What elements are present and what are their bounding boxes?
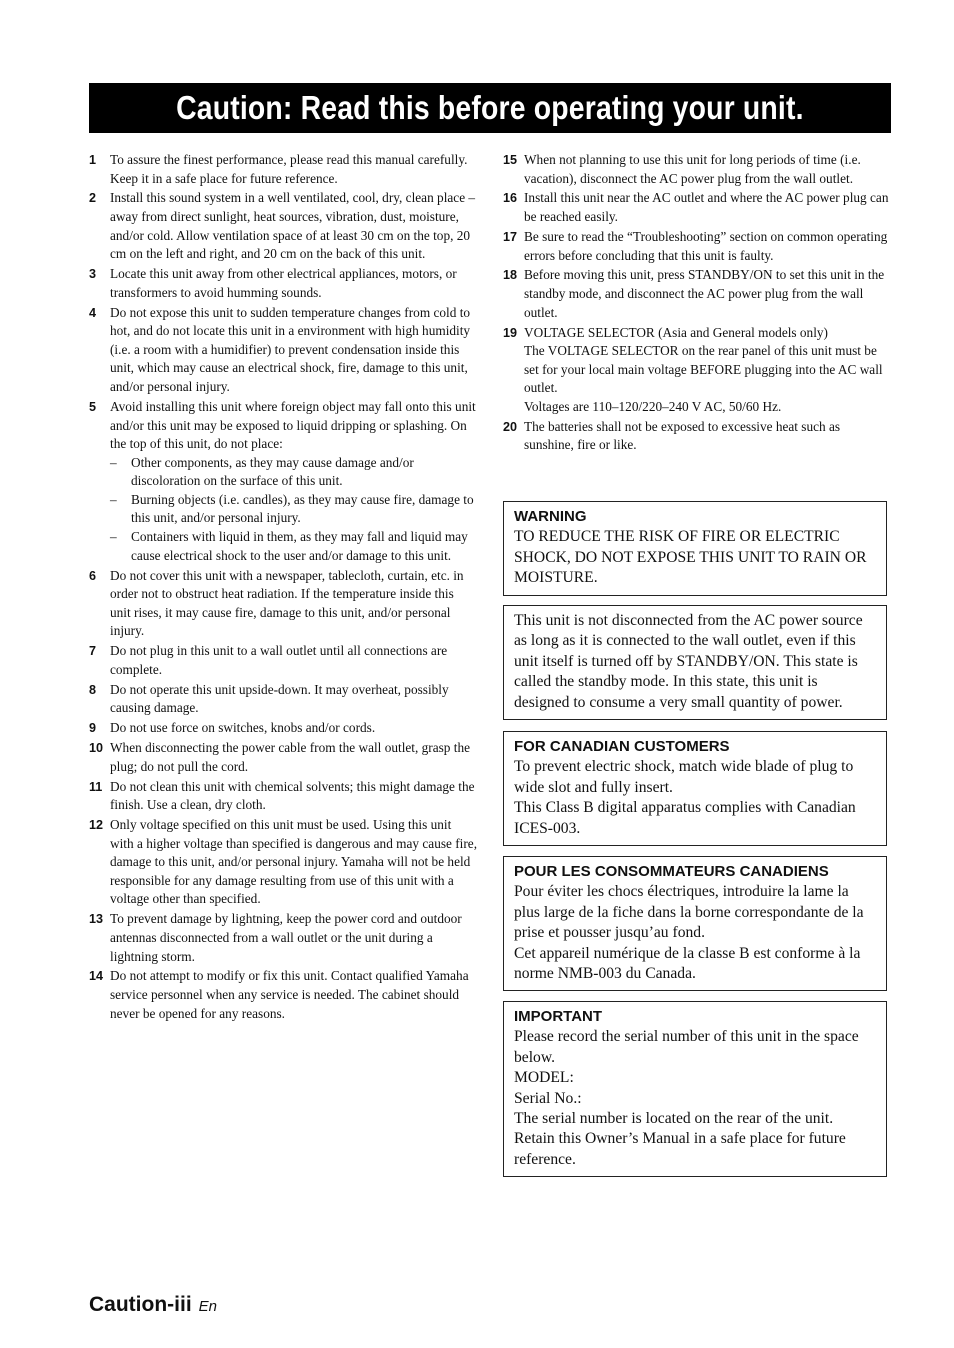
list-item: 7 Do not plug in this unit to a wall outlet until all connections are complete. (89, 643, 448, 677)
list-item: 3 Locate this unit away from other electrical appliances, motors, or transformers to avoid humming sounds. (89, 266, 457, 300)
list-item: 18 Before moving this unit, press STANDBY/ON to set this unit in the standby mode, and disconnect the AC power plug from the wall outlet. (503, 267, 885, 320)
page-title: Caution: Read this before operating your unit. (176, 89, 804, 126)
list-item: 20 The batteries shall not be exposed to excessive heat such as sunshine, fire or like. (503, 418, 841, 453)
canadian-heading: FOR CANADIAN CUSTOMERS (514, 738, 730, 755)
list-item: 16 Install this unit near the AC outlet and where the AC power plug can be reached easily. (503, 190, 889, 225)
consommateurs-canadiens-box (503, 856, 887, 991)
list-item: 10 When disconnecting the power cable from the wall outlet, grasp the plug; do not pull the cord. (89, 740, 471, 774)
canadian-customers-box (503, 731, 887, 846)
list-item: 12 Only voltage specified on this unit must be used. Using this unit with a higher voltage than specified is dangerous and may cause fire, damage to this unit, and/or personal injury. Yamaha will not be held responsible for any damage resulting from use of this unit with a voltage other than specified. (89, 817, 478, 907)
list-item: 15 When not planning to use this unit for long periods of time (i.e. vacation), disconnect the AC power plug from the wall outlet. (503, 152, 861, 186)
canadiens-text: Pour éviter les chocs électriques, introduire la lame la plus large de la fiche dans la borne correspondante de la prise et pousser jusqu’au fond. (514, 883, 864, 942)
page-footer (89, 1293, 217, 1317)
important-text: The serial number is located on the rear of the unit. Retain this Owner’s Manual in a safe place for future reference. (514, 1110, 846, 1168)
list-item: 9 Do not use force on switches, knobs and/or cords. (89, 720, 376, 736)
list-item: 13 To prevent damage by lightning, keep the power cord and outdoor antennas disconnected from a wall outlet or the unit during a lightning storm. (89, 911, 462, 964)
list-item: 8 Do not operate this unit upside-down. It may overheat, possibly causing damage. (89, 681, 449, 716)
standby-notice-box (503, 605, 887, 720)
list-item: 2 Install this sound system in a well ventilated, cool, dry, clean place – away from direct sunlight, heat sources, vibration, dust, moisture, and/or cold. Allow ventilation space of at least 30 cm on the top, 20 cm on the left and right, and 20 cm on the back of this unit. (89, 190, 476, 262)
list-item: 1 To assure the finest performance, please read this manual carefully. Keep it in a safe place for future reference. (89, 152, 468, 186)
list-item: 17 Be sure to read the “Troubleshooting” section on common operating errors before concluding that this unit is faulty. (503, 228, 888, 263)
important-text: Please record the serial number of this unit in the space below. (514, 1028, 859, 1066)
left-column (89, 151, 477, 1024)
canadiens-heading: POUR LES CONSOMMATEURS CANADIENS (514, 863, 829, 880)
important-heading: IMPORTANT (514, 1008, 603, 1025)
right-column (503, 151, 889, 456)
important-box (503, 1001, 887, 1177)
standby-text: This unit is not disconnected from the AC power source as long as it is connected to the wall outlet, even if this unit itself is turned off by STANDBY/ON. This state is called the standby mode. In this state, this unit is designed to consume a very small quantity of power. (514, 612, 863, 711)
warning-box (503, 501, 887, 596)
list-item: 6 Do not cover this unit with a newspaper, tablecloth, curtain, etc. in order not to obstruct heat radiation. If the temperature inside this unit rises, it may cause fire, damage to this unit, and/or personal injury. (89, 567, 464, 639)
sub-item: – Other components, as they may cause damage and/or discoloration on the surface of this unit. (110, 454, 414, 489)
language-code: En (198, 1298, 218, 1315)
list-item: 14 Do not attempt to modify or fix this unit. Contact qualified Yamaha service personnel when any service is needed. The cabinet should never be opened for any reasons. (89, 968, 469, 1021)
list-item: 11 Do not clean this unit with chemical solvents; this might damage the finish. Use a clean, dry cloth. (89, 778, 475, 813)
canadiens-text: Cet appareil numérique de la classe B est conforme à la norme NMB-003 du Canada. (514, 944, 861, 983)
warning-heading: WARNING (514, 508, 587, 525)
model-label: MODEL: (514, 1069, 574, 1087)
warning-text: TO REDUCE THE RISK OF FIRE OR ELECTRIC SHOCK, DO NOT EXPOSE THIS UNIT TO RAIN OR MOISTURE. (514, 528, 867, 587)
list-item: 19 VOLTAGE SELECTOR (Asia and General models only) The VOLTAGE SELECTOR on the rear panel of this unit must be set for your local main voltage BEFORE plugging into the AC wall outlet. Voltages are 110–120/220–240 V AC, 50/60 Hz. (503, 324, 883, 414)
page-number: Caution-iii (89, 1293, 192, 1316)
canadian-text: This Class B digital apparatus complies with Canadian ICES-003. (514, 799, 856, 837)
serial-label: Serial No.: (514, 1089, 582, 1107)
sub-item: – Burning objects (i.e. candles), as they may cause fire, damage to this unit, and/or personal injury. (110, 491, 474, 526)
page-title-bar (89, 83, 891, 133)
list-item: 5 Avoid installing this unit where foreign object may fall onto this unit and/or this unit may be exposed to liquid dripping or splashing. On the top of this unit, do not place: – Other components, as they may cause damage and/or discoloration on the surface of this unit. – Burning objects (i.e. candles), as they may cause fire, damage to this unit, and/or personal injury. – Containers with liquid in them, as they may fall and liquid may cause electrical shock to the user and/or damage to this unit. (89, 398, 477, 565)
canadian-text: To prevent electric shock, match wide blade of plug to wide slot and fully insert. (514, 758, 854, 796)
sub-item: – Containers with liquid in them, as they may fall and liquid may cause electrical shock to the user and/or damage to this unit. (110, 529, 468, 563)
list-item: 4 Do not expose this unit to sudden temperature changes from cold to hot, and do not locate this unit in a environment with high humidity (i.e. a room with a humidifier) to prevent condensation inside this unit, which may cause an electrical shock, fire, damage to this unit, and/or personal injury. (89, 304, 471, 395)
